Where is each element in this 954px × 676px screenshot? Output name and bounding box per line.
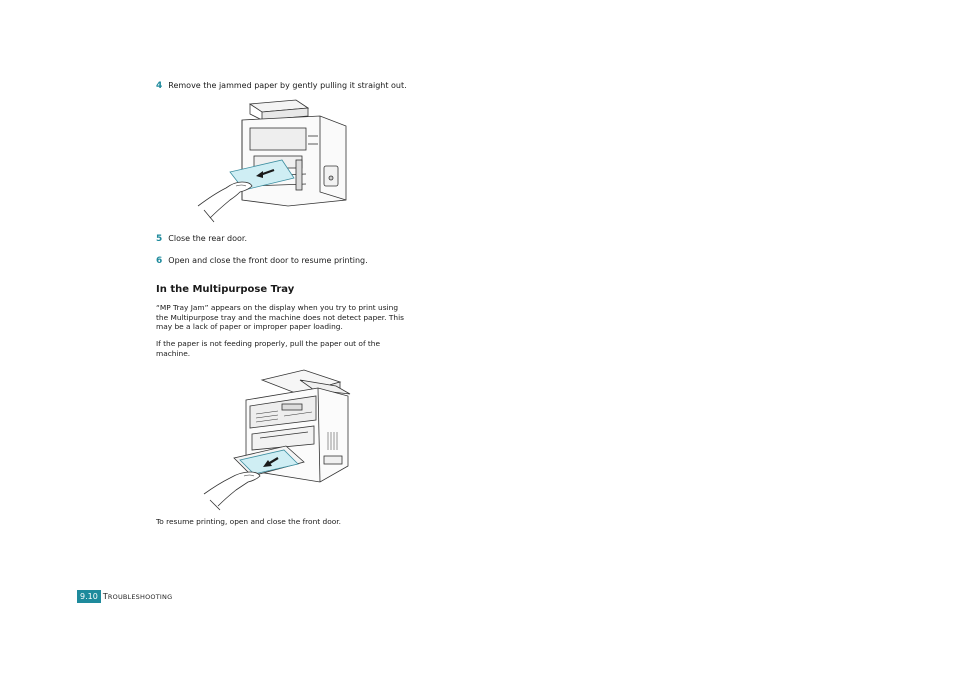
section-paragraph: “MP Tray Jam” appears on the display when you try to print using the Multipurpose tray and the machine does not detect paper. This may be a lack of paper or improper paper loading. xyxy=(156,303,404,332)
chapter-rest: ROUBLESHOOTING xyxy=(107,592,173,601)
closing-text: To resume printing, open and close the front door. xyxy=(156,517,341,526)
mp-tray-jam-illustration xyxy=(200,366,356,512)
step-number: 6 xyxy=(156,256,163,266)
step-6 xyxy=(156,255,368,267)
step-text: Open and close the front door to resume printing. xyxy=(168,256,368,265)
step-text: Close the rear door. xyxy=(168,234,248,243)
page-footer xyxy=(77,589,172,603)
step-number: 5 xyxy=(156,234,163,244)
chapter-initial: T xyxy=(102,591,108,601)
chapter-title xyxy=(103,592,173,601)
step-4 xyxy=(156,80,407,92)
page-number: 9.10 xyxy=(77,590,101,603)
step-number: 4 xyxy=(156,81,163,91)
section-paragraph: If the paper is not feeding properly, pull the paper out of the machine. xyxy=(156,339,381,358)
step-5 xyxy=(156,233,247,245)
section-heading: In the Multipurpose Tray xyxy=(156,284,295,295)
rear-jam-illustration xyxy=(196,96,356,224)
step-text: Remove the jammed paper by gently pulling it straight out. xyxy=(168,81,407,90)
